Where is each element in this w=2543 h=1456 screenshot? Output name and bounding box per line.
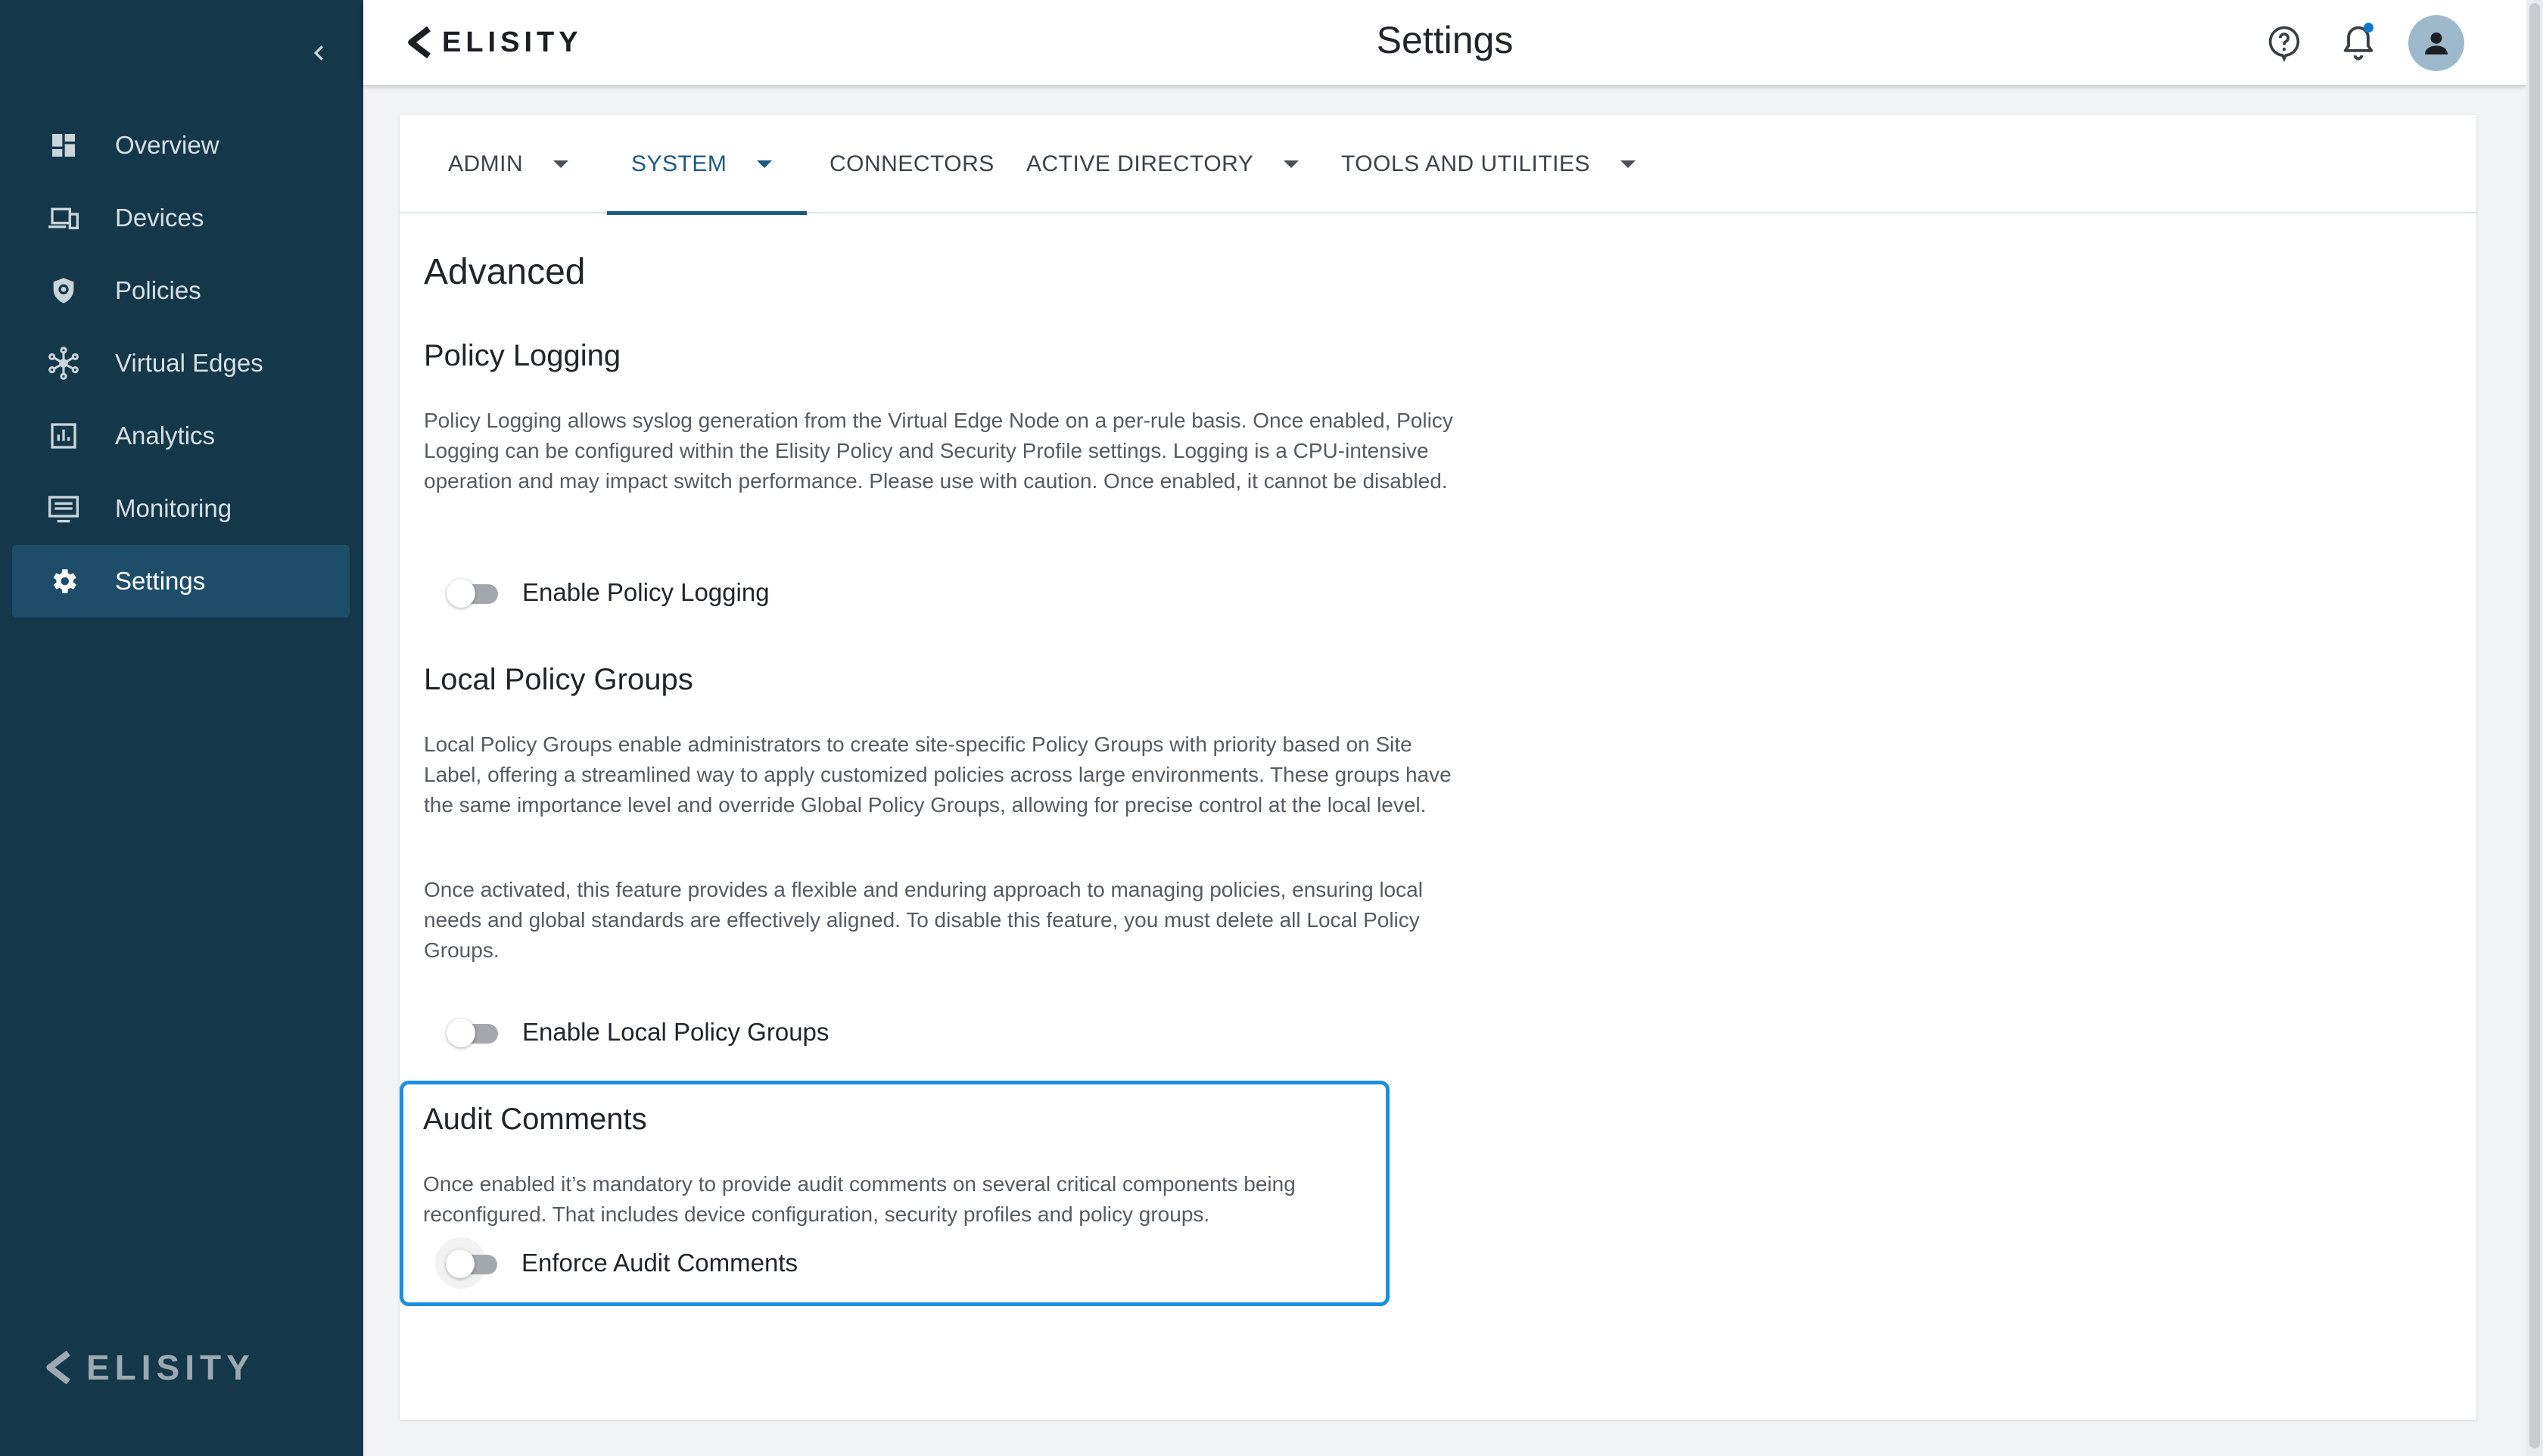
user-avatar[interactable] xyxy=(2408,15,2464,71)
user-icon xyxy=(2421,28,2451,58)
policy-logging-description: Policy Logging allows syslog generation from the Virtual Edge Node on a per-rule basis. Once enabled, Policy Logging can be configured within the Elisity Policy and Security Profile settings. Logging is a CPU-intensive operation and may impact switch performance. Please use with caution. Once enabled, it cannot be disabled. xyxy=(424,409,1453,493)
tab-tools-and-utilities[interactable] xyxy=(1341,115,1636,213)
tab-system[interactable] xyxy=(607,115,807,213)
dropdown-caret-icon xyxy=(1620,160,1636,168)
chevron-left-icon xyxy=(310,43,329,63)
dashboard-icon xyxy=(12,130,109,160)
settings-card xyxy=(400,115,2476,1420)
tab-active-directory[interactable] xyxy=(1026,115,1299,213)
enforce-audit-comments-toggle[interactable] xyxy=(446,1248,798,1278)
page-title: Settings xyxy=(1376,19,1514,61)
bar-chart-icon xyxy=(12,421,109,451)
tab-label: ADMIN xyxy=(448,151,524,176)
sidebar-item-label: Analytics xyxy=(115,422,216,450)
sidebar xyxy=(0,0,363,1456)
dropdown-caret-icon xyxy=(553,160,568,168)
tab-label: SYSTEM xyxy=(631,151,727,176)
help-icon xyxy=(2264,23,2304,62)
top-header xyxy=(363,0,2526,85)
section-heading-advanced: Advanced xyxy=(424,252,586,292)
network-icon xyxy=(12,346,109,381)
toggle-switch[interactable] xyxy=(446,1248,502,1278)
sidebar-item-overview[interactable] xyxy=(12,109,350,182)
audit-comments-description: Once enabled it’s mandatory to provide audit comments on several critical components being reconfigured. That includes device configuration, security profiles and policy groups. xyxy=(423,1172,1296,1226)
sidebar-logo-text: ELISITY xyxy=(86,1348,255,1387)
sidebar-item-label: Settings xyxy=(115,567,206,595)
audit-comments-title: Audit Comments xyxy=(423,1103,647,1136)
sidebar-item-policies[interactable] xyxy=(12,254,350,327)
toggle-switch[interactable] xyxy=(447,577,503,608)
toggle-knob xyxy=(447,1019,475,1047)
devices-icon xyxy=(12,203,109,233)
header-logo-text: ELISITY xyxy=(442,26,583,58)
sidebar-item-virtual-edges[interactable] xyxy=(12,327,350,400)
sidebar-item-label: Overview xyxy=(115,131,219,159)
local-policy-groups-title: Local Policy Groups xyxy=(424,663,693,696)
page-scrollbar[interactable] xyxy=(2526,0,2543,1456)
toggle-switch[interactable] xyxy=(447,1017,503,1047)
tab-connectors[interactable] xyxy=(830,115,994,213)
audit-comments-highlight xyxy=(400,1081,1390,1306)
enable-local-policy-groups-toggle[interactable] xyxy=(447,1017,829,1047)
monitor-list-icon xyxy=(12,493,109,524)
shield-icon xyxy=(12,275,109,306)
tab-label: ACTIVE DIRECTORY xyxy=(1026,151,1254,176)
sidebar-item-analytics[interactable] xyxy=(12,400,350,472)
sidebar-item-label: Devices xyxy=(115,204,204,232)
dropdown-caret-icon xyxy=(1284,160,1299,168)
local-policy-groups-description-2: Once activated, this feature provides a flexible and enduring approach to managing policies, ensuring local needs and global standards are effectively aligned. To disable this feature, you must delete all Local Policy Groups. xyxy=(424,878,1423,962)
sidebar-item-devices[interactable] xyxy=(12,182,350,254)
sidebar-item-label: Virtual Edges xyxy=(115,349,263,377)
sidebar-logo xyxy=(44,1347,255,1388)
sidebar-item-monitoring[interactable] xyxy=(12,472,350,545)
tab-label: CONNECTORS xyxy=(830,151,994,176)
sidebar-nav xyxy=(12,109,350,618)
tab-label: TOOLS AND UTILITIES xyxy=(1341,151,1591,176)
settings-tabs xyxy=(400,115,2476,213)
toggle-knob xyxy=(447,579,475,608)
dropdown-caret-icon xyxy=(757,160,772,168)
sidebar-item-label: Monitoring xyxy=(115,494,232,522)
notification-badge xyxy=(2364,23,2373,33)
toggle-knob xyxy=(446,1249,475,1278)
local-policy-groups-description: Local Policy Groups enable administrators to create site-specific Policy Groups with priority based on Site Label, offering a streamlined way to apply customized policies across large environments. These groups have the same importance level and override Global Policy Groups, allowing for precise control at the local level. xyxy=(424,733,1452,817)
toggle-label: Enable Policy Logging xyxy=(522,578,770,606)
policy-logging-title: Policy Logging xyxy=(424,339,621,372)
toggle-label: Enable Local Policy Groups xyxy=(522,1018,830,1046)
sidebar-item-settings[interactable] xyxy=(12,545,350,618)
elisity-logo-icon xyxy=(44,1349,73,1386)
notifications-button[interactable] xyxy=(2339,21,2378,64)
enable-policy-logging-toggle[interactable] xyxy=(447,577,770,608)
sidebar-item-label: Policies xyxy=(115,276,201,304)
collapse-sidebar-button[interactable] xyxy=(297,30,342,76)
tab-admin[interactable] xyxy=(448,115,568,213)
scrollbar-thumb[interactable] xyxy=(2529,3,2540,1448)
toggle-label: Enforce Audit Comments xyxy=(521,1249,798,1277)
help-button[interactable] xyxy=(2264,23,2304,62)
gear-icon xyxy=(12,565,109,597)
